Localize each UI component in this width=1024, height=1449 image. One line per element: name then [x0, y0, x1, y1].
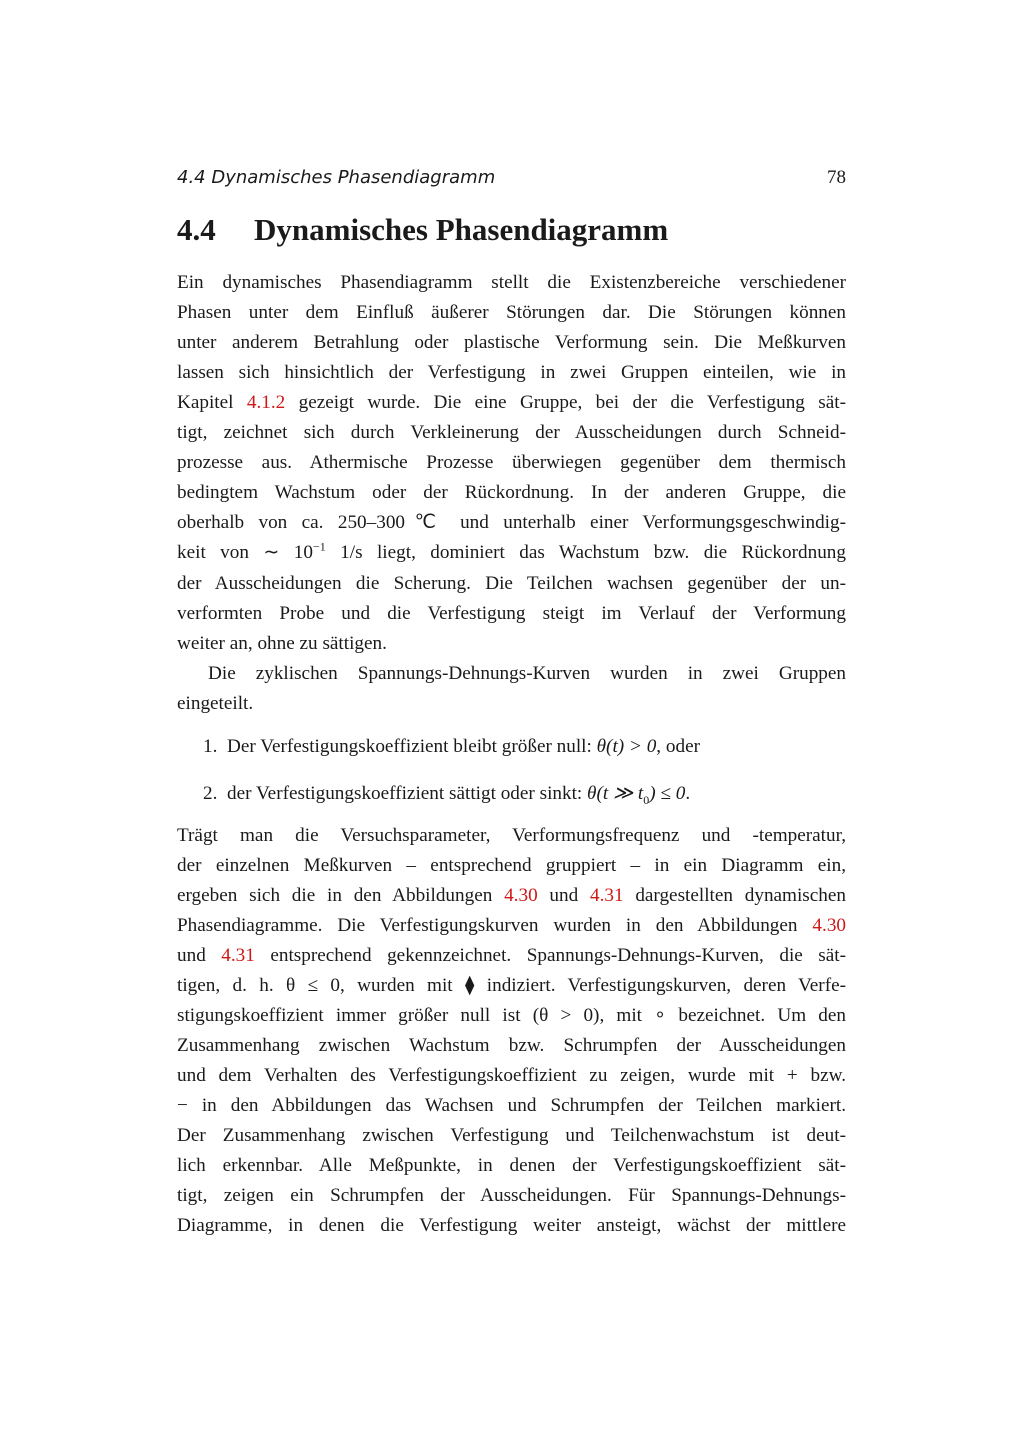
text-line: Trägt man die Versuchsparameter, Verformungsfrequenz und -temperatur,: [177, 825, 846, 846]
section-ref-link[interactable]: 4.1.2: [246, 392, 286, 413]
text-line: der Ausscheidungen die Scherung. Die Teilchen wachsen gegenüber der un-: [177, 573, 846, 594]
text-line: der einzelnen Meßkurven – entsprechend gruppiert – in ein Diagramm ein,: [177, 855, 846, 876]
text-line: verformten Probe und die Verfestigung steigt im Verlauf der Verformung: [177, 603, 846, 624]
text-line: lich erkennbar. Alle Meßpunkte, in denen der Verfestigungskoeffizient sät-: [177, 1155, 846, 1176]
figure-ref-link[interactable]: 4.31: [589, 885, 624, 906]
text-line: ergeben sich die in den Abbildungen 4.30 und 4.31 dargestellten dynamischen: [177, 885, 846, 906]
figure-ref-link[interactable]: 4.30: [504, 885, 538, 906]
text-line: unter anderem Betrahlung oder plastische Verformung sein. Die Meßkurven: [177, 332, 846, 353]
text-line: weiter an, ohne zu sättigen.: [177, 633, 387, 654]
figure-ref-link[interactable]: 4.31: [221, 945, 255, 966]
text-line: lassen sich hinsichtlich der Verfestigung in zwei Gruppen einteilen, wie in: [177, 362, 846, 383]
text-line: Die zyklischen Spannungs-Dehnungs-Kurven wurden in zwei Gruppen: [208, 663, 846, 684]
text-line: keit von ∼ $10^{-1}$ 1/s liegt, dominiert das Wachstum bzw. die Rückordnung: [177, 539, 846, 563]
running-head: [177, 166, 846, 190]
section-number: 4.4: [177, 212, 216, 247]
text-line: stigungskoeffizient immer größer null ist (θ > 0), mit ∘ bezeichnet. Um den: [177, 1005, 846, 1026]
text-line: tigen, d. h. θ ≤ 0, wurden mit ⧫ indiziert. Verfestigungskurven, deren Verfe-: [177, 975, 846, 996]
text-line: bedingtem Wachstum oder der Rückordnung. In der anderen Gruppe, die: [177, 482, 846, 503]
text-line: Zusammenhang zwischen Wachstum bzw. Schrumpfen der Ausscheidungen: [177, 1035, 846, 1056]
text-line: Diagramme, in denen die Verfestigung weiter ansteigt, wächst der mittlere: [177, 1215, 846, 1236]
list-label: 1.: [203, 736, 218, 757]
text-line: oberhalb von ca. 250–300℃ und unterhalb einer Verformungsgeschwindig-: [177, 512, 846, 533]
figure-ref-link[interactable]: 4.30: [812, 915, 846, 936]
text-line: Kapitel 4.1.2 gezeigt wurde. Die eine Gruppe, bei der die Verfestigung sät-: [177, 392, 846, 413]
text-line: prozesse aus. Athermische Prozesse überwiegen gegenüber dem thermisch: [177, 452, 846, 473]
text-line: Der Zusammenhang zwischen Verfestigung und Teilchenwachstum ist deut-: [177, 1125, 846, 1146]
list-label: 2.: [203, 783, 218, 804]
text-line: und 4.31 entsprechend gekennzeichnet. Spannungs-Dehnungs-Kurven, die sät-: [177, 945, 846, 966]
text-line: und dem Verhalten des Verfestigungskoeffizient zu zeigen, wurde mit + bzw.: [177, 1065, 846, 1086]
running-head-section: 4.4 Dynamisches Phasendiagramm: [177, 167, 496, 188]
text-line: Phasen unter dem Einfluß äußerer Störungen dar. Die Störungen können: [177, 302, 846, 323]
text-line: eingeteilt.: [177, 693, 254, 714]
text-line: tigt, zeichnet sich durch Verkleinerung der Ausscheidungen durch Schneid-: [177, 422, 846, 443]
text-line: tigt, zeigen ein Schrumpfen der Ausscheidungen. Für Spannungs-Dehnungs-: [177, 1185, 846, 1206]
section-heading: [177, 208, 846, 252]
document-page: 4.4 Dynamisches Phasendiagramm 78 4.4 Dynamisches Phasendiagramm Ein dynamisches Phasendiagramm stellt die Existenzbereiche verschiedener Phasen unter dem Einfluß äußerer Störungen dar. Die Störungen können unter anderem Betrahlung oder plastische Verformung sein. Die Meßkurven lassen sich hinsichtlich der Verfestigung in zwei Gruppen einteilen, wie in Kapitel 4.1.2 gezeigt wurde. Die eine Gruppe, bei der die Verfestigung sät- tigt, zeichnet sich durch Verkleinerung der Ausscheidungen durch Schneid- prozesse aus. Athermische Prozesse überwiegen gegenüber dem thermisch bedingtem Wachstum oder der Rückordnung. In der anderen Gruppe, die oberhalb von ca. 250–300℃ und unterhalb einer Verformungsgeschwindig- keit von ∼ $10^{-1}$ 1/s liegt, dominiert das Wachstum bzw. die Rückordnung der Ausscheidungen die Scherung. Die Teilchen wachsen gegenüber der un- verformten Probe und die Verfestigung steigt im Verlauf der Verformung weiter an, ohne zu sättigen. Die zyklischen Spannungs-Dehnungs-Kurven wurden in zwei Gruppen eingeteilt. 1. Der Verfestigungskoeffizient bleibt größer null: θ(t) > 0, oder 2. der Verfestigungskoeffizient sättigt oder sinkt: θ(t ≫ $t_0) \le 0$. Trägt man die Versuchsparameter, Verformungsfrequenz und -temperatur, der einzelnen Meßkurven – entsprechend gruppiert – in ein Diagramm ein, ergeben sich die in den Abbildungen 4.30 und 4.31 dargestellten dynamischen Phasendiagramme. Die Verfestigungskurven wurden in den Abbildungen 4.30 und 4.31 entsprechend gekennzeichnet. Spannungs-Dehnungs-Kurven, die sät- tigen, d. h. θ ≤ 0, wurden mit ⧫ indiziert. Verfestigungskurven, deren Verfe- stigungskoeffizient immer größer null ist (θ > 0), mit ∘ bezeichnet. Um den Zusammenhang zwischen Wachstum bzw. Schrumpfen der Ausscheidungen und dem Verhalten des Verfestigungskoeffizient zu zeigen, wurde mit + bzw. − in den Abbildungen das Wachsen und Schrumpfen der Teilchen markiert. Der Zusammenhang zwischen Verfestigung und Teilchenwachstum ist deut- lich erkennbar. Alle Meßpunkte, in denen der Verfestigungskoeffizient sät- tigt, zeigen ein Schrumpfen der Ausscheidungen. Für Spannungs-Dehnungs- Diagramme, in denen die Verfestigung weiter ansteigt, wächst der mittlere: [0, 0, 1024, 1449]
section-title: Dynamisches Phasendiagramm: [254, 212, 669, 247]
page-number: 78: [827, 167, 846, 188]
text-line: Phasendiagramme. Die Verfestigungskurven wurden in den Abbildungen 4.30: [177, 915, 846, 936]
text-line: Ein dynamisches Phasendiagramm stellt die Existenzbereiche verschiedener: [177, 272, 846, 293]
text-line: − in den Abbildungen das Wachsen und Schrumpfen der Teilchen markiert.: [177, 1095, 846, 1116]
